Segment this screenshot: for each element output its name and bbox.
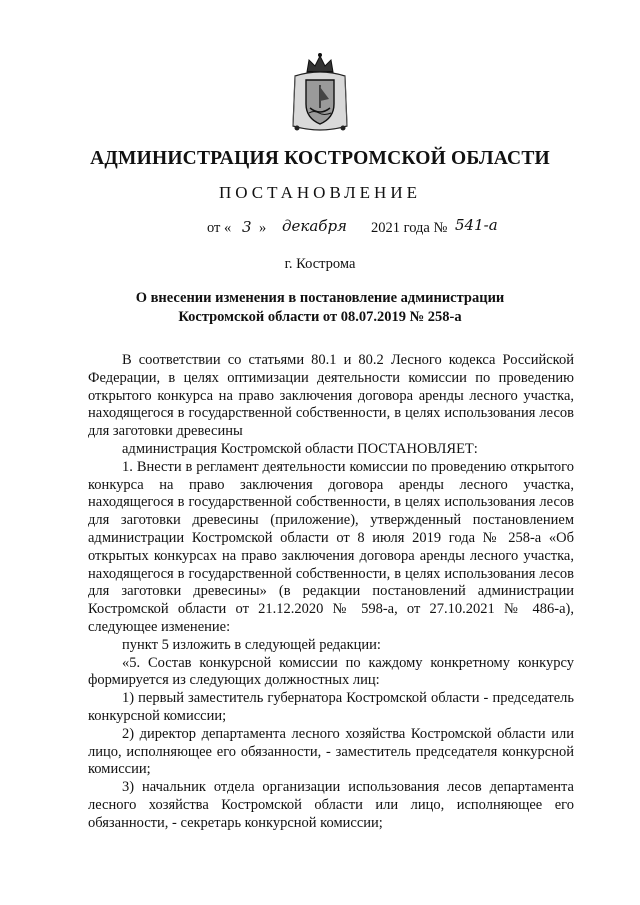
paragraph-resolves: администрация Костромской области ПОСТАНОВЛЯЕТ:: [122, 440, 478, 457]
date-line: [207, 216, 547, 246]
paragraph-preamble: В соответствии со статьями 80.1 и 80.2 Лесного кодекса Российской Федерации, в целях оптимизации деятельности комиссии по проведению открытого конкурса на право заключения договора аренды лесного участка, находящегося в государственной собственности, в целях использования лесов для заготовки древесины: [88, 352, 574, 440]
paragraph-member-3: 3) начальник отдела организации использования лесов департамента лесного хозяйства Костромской области или лицо, исполняющее его обязанности, - секретарь конкурсной комиссии;: [88, 779, 574, 831]
paragraph-point-5: пункт 5 изложить в следующей редакции:: [122, 636, 381, 653]
paragraph-member-1: 1) первый заместитель губернатора Костромской области - председатель конкурсной комиссии;: [88, 690, 574, 724]
title-line-2: Костромской области от 08.07.2019 № 258-а: [178, 309, 462, 325]
date-prefix: от «: [207, 220, 232, 236]
date-close: »: [259, 220, 267, 236]
document-body: [88, 352, 574, 833]
document-type: ПОСТАНОВЛЕНИЕ: [218, 183, 421, 202]
document-title: [120, 289, 520, 327]
handwritten-number: 541-а: [455, 216, 498, 234]
paragraph-member-2: 2) директор департамента лесного хозяйства Костромской области или лицо, исполняющее его обязанности, - заместитель председателя конкурсной комиссии;: [88, 725, 574, 778]
coat-of-arms-emblem: [289, 52, 351, 134]
paragraph-composition: «5. Состав конкурсной комиссии по каждому конкретному конкурсу формируется из следующих должностных лиц:: [88, 654, 574, 689]
organization-name: АДМИНИСТРАЦИЯ КОСТРОМСКОЙ ОБЛАСТИ: [90, 148, 550, 169]
city-name: г. Кострома: [284, 256, 356, 272]
handwritten-day: 3: [242, 218, 252, 236]
handwritten-month: декабря: [282, 217, 347, 235]
paragraph-item-1: 1. Внести в регламент деятельности комиссии по проведению открытого конкурса на право заключения договора аренды лесного участка, находящегося в государственной собственности, в целях использования лесов для заготовки древесины (приложение), утвержденный постановлением администрации Костромской области от 8 июля 2019 года № 258-а «Об открытых конкурсах на право заключения договора аренды лесного участка, находящегося в государственной собственности, в целях использования лесов для заготовки древесины» (в редакции постановлений администрации Костромской области от 21.12.2020 № 598-а, от 27.10.2021 № 486-а), следующее изменение:: [88, 458, 574, 635]
title-line-1: О внесении изменения в постановление администрации: [135, 290, 505, 306]
year-text: 2021 года №: [371, 220, 448, 236]
